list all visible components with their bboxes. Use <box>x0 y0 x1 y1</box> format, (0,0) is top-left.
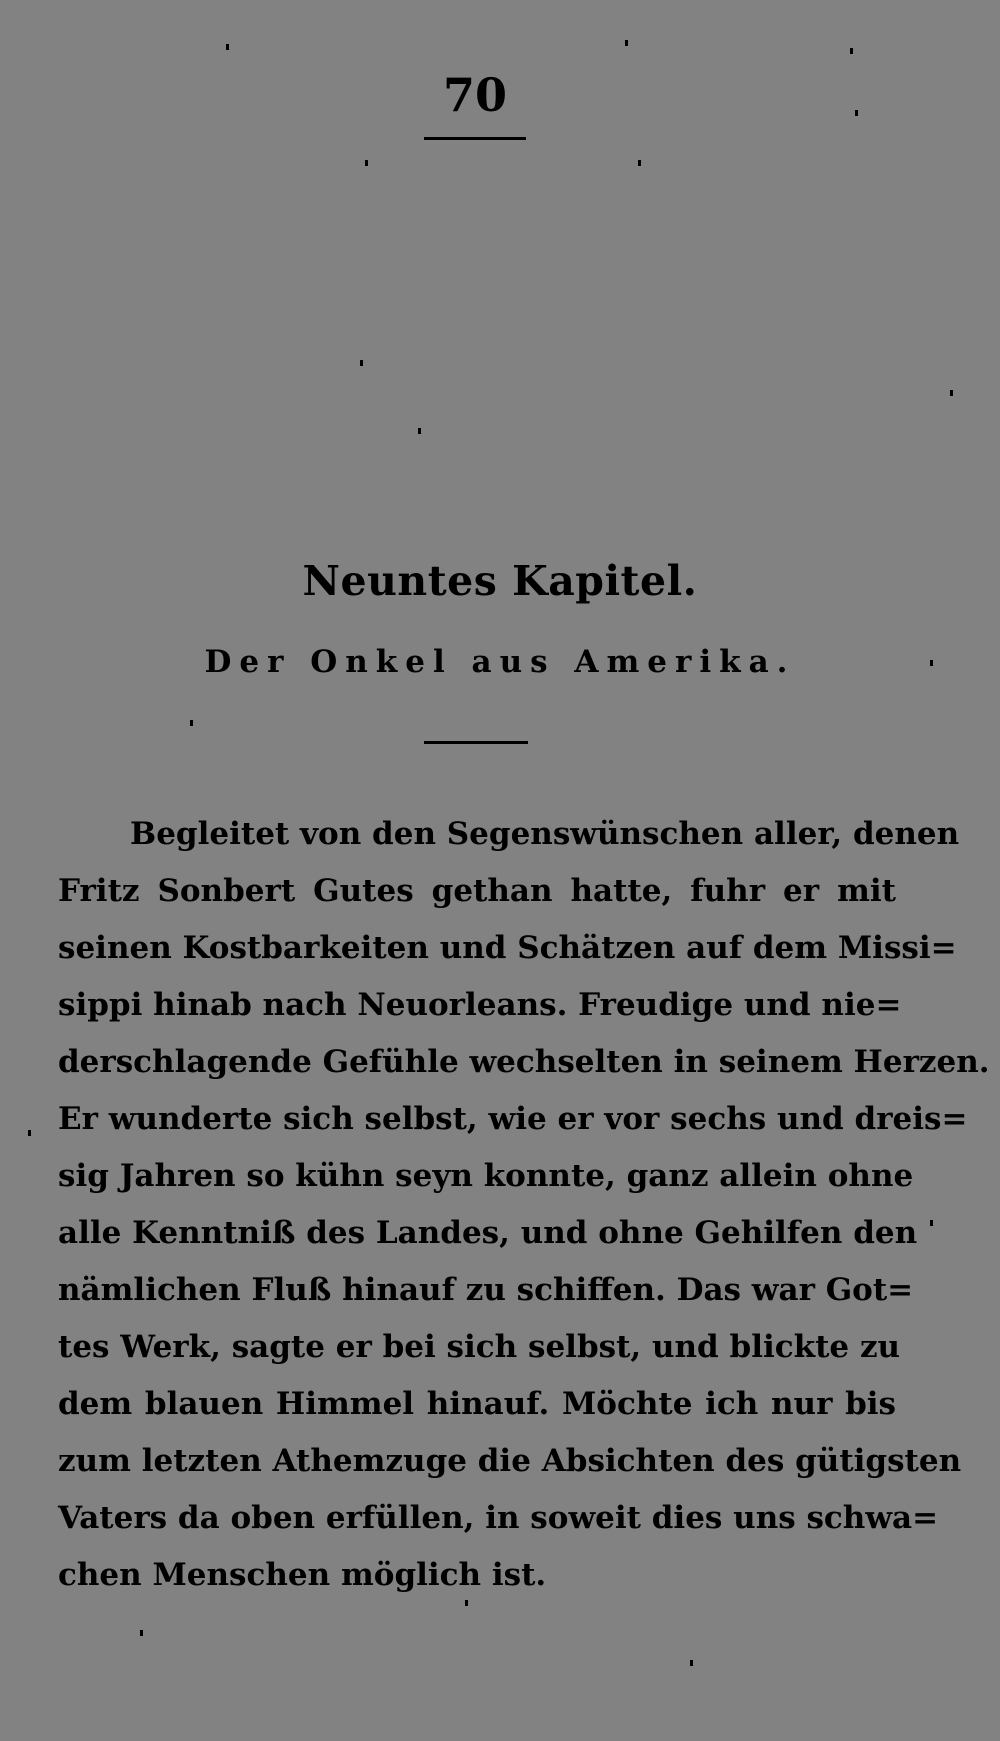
scan-speck <box>950 390 953 396</box>
scan-speck <box>930 660 933 666</box>
text-line: alle Kenntniß des Landes, und ohne Gehilfen den <box>58 1215 918 1251</box>
chapter-title: Neuntes Kapitel. <box>302 557 698 605</box>
scan-speck <box>638 160 641 166</box>
text-line: sippi hinab nach Neuorleans. Freudige und nie= <box>58 987 902 1023</box>
scan-speck <box>855 110 858 116</box>
text-line: Er wunderte sich selbst, wie er vor sechs und dreis= <box>58 1101 968 1137</box>
scan-speck <box>190 720 193 726</box>
scan-speck <box>140 1630 143 1636</box>
scan-speck <box>465 1600 468 1606</box>
scan-speck <box>625 40 628 46</box>
text-line: nämlichen Fluß hinauf zu schiffen. Das war Got= <box>58 1272 914 1308</box>
page-number: 70 <box>442 68 507 122</box>
scan-speck <box>365 160 368 166</box>
text-line: chen Menschen möglich ist. <box>58 1557 547 1593</box>
body-text <box>58 806 990 1604</box>
scan-speck <box>28 1130 31 1136</box>
text-line: sig Jahren so kühn seyn konnte, ganz allein ohne <box>58 1158 914 1194</box>
scan-speck <box>850 48 853 54</box>
text-line: dem blauen Himmel hinauf. Möchte ich nur bis <box>58 1386 896 1422</box>
text-line: Begleitet von den Segenswünschen aller, denen <box>130 816 960 852</box>
text-line: tes Werk, sagte er bei sich selbst, und blickte zu <box>58 1329 901 1365</box>
scan-speck <box>418 428 421 434</box>
scan-speck <box>360 360 363 366</box>
scan-speck <box>690 1660 693 1666</box>
text-line: seinen Kostbarkeiten und Schätzen auf dem Missi= <box>58 930 957 966</box>
chapter-divider <box>424 741 528 744</box>
page-number-underline <box>424 137 526 140</box>
text-line: Fritz Sonbert Gutes gethan hatte, fuhr er mit <box>58 873 896 909</box>
text-line: Vaters da oben erfüllen, in soweit dies uns schwa= <box>58 1500 939 1536</box>
scan-speck <box>226 44 229 50</box>
scan-speck <box>930 1220 933 1226</box>
chapter-subtitle: Der Onkel aus Amerika. <box>204 644 796 680</box>
text-line: derschlagende Gefühle wechselten in seinem Herzen. <box>58 1044 990 1080</box>
text-line: zum letzten Athemzuge die Absichten des gütigsten <box>58 1443 962 1479</box>
